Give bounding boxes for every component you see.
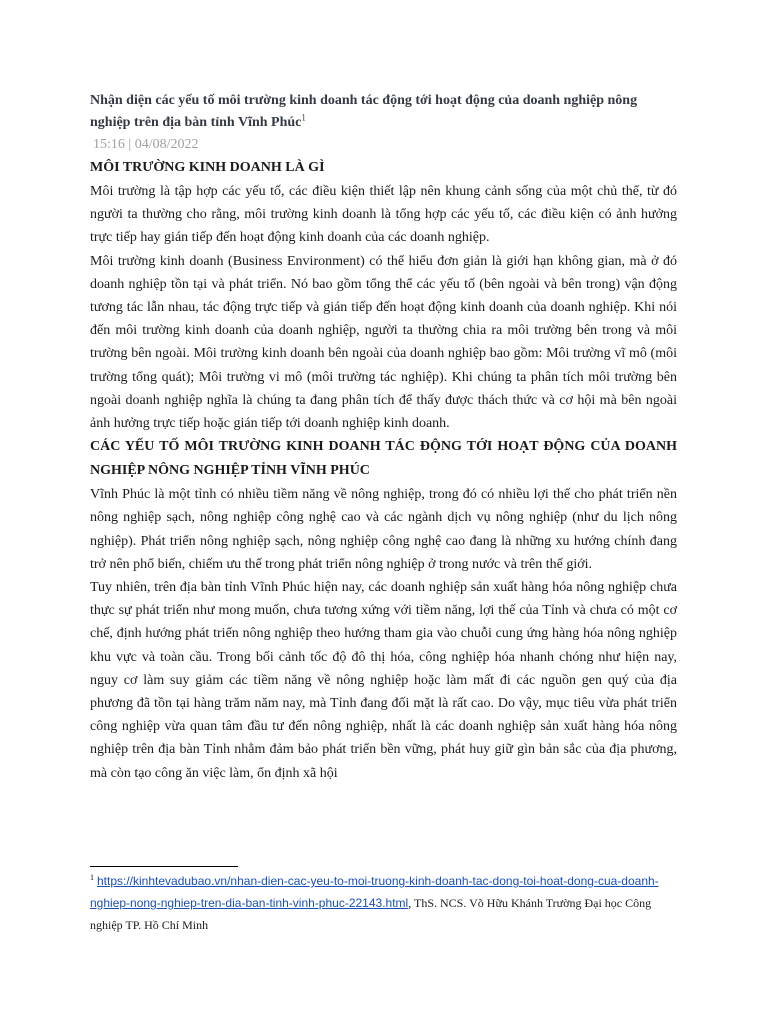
footnote <box>90 870 677 936</box>
footnote-marker: 1 <box>90 873 94 882</box>
paragraph: Tuy nhiên, trên địa bàn tỉnh Vĩnh Phúc hiện nay, các doanh nghiệp sản xuất hàng hóa nông nghiệp chưa thực sự phát triển như mong muốn, chưa tương xứng với tiềm năng, lợi thế của Tỉnh và chưa có một cơ chế, định hướng phát triển nông nghiệp theo hướng tham gia vào chuỗi cung ứng hàng hóa nông nghiệp khu vực và toàn cầu. Trong bối cảnh tốc độ đô thị hóa, công nghiệp hóa nhanh chóng như hiện nay, nguy cơ làm suy giảm các tiềm năng về nông nghiệp hoặc làm mất đi các nguồn gen quý của địa phương đã tồn tại hàng trăm năm nay, mà Tỉnh đang đối mặt là rất cao. Do vậy, mục tiêu vừa phát triển công nghiệp vừa quan tâm đầu tư đến nông nghiệp, nhất là các doanh nghiệp sản xuất hàng hóa nông nghiệp trên địa bàn Tỉnh nhằm đảm bảo phát triển bền vững, phát huy giữ gìn bản sắc của địa phương, mà còn tạo công ăn việc làm, ổn định xã hội <box>90 580 677 781</box>
paragraph: Môi trường là tập hợp các yếu tố, các điều kiện thiết lập nên khung cảnh sống của một chủ thể, từ đó người ta thường cho rằng, môi trường kinh doanh là tổng hợp các yếu tố, các điều kiện có ảnh hưởng trực tiếp hay gián tiếp đến hoạt động kinh doanh của các doanh nghiệp. <box>90 184 677 246</box>
article-title <box>90 90 677 134</box>
footnote-link[interactable]: https://kinhtevadubao.vn/nhan-dien-cac-yeu-to-moi-truong-kinh-doanh-tac-dong-toi-hoat-dong-cua-doanh-nghiep-nong-nghiep-tren-dia-ban-tinh-vinh-phuc-22143.html <box>90 874 659 910</box>
paragraph: Môi trường kinh doanh (Business Environment) có thể hiểu đơn giản là giới hạn không gian, mà ở đó doanh nghiệp tồn tại và phát triển. Nó bao gồm tổng thể các yếu tố (bên ngoài và bên trong) vận động tương tác lẫn nhau, tác động trực tiếp và gián tiếp đến hoạt động kinh doanh của doanh nghiệp. Khi nói đến môi trường kinh doanh của doanh nghiệp, người ta thường chia ra môi trường bên trong và môi trường bên ngoài. Môi trường kinh doanh bên ngoài của doanh nghiệp bao gồm: Môi trường vĩ mô (môi trường tổng quát); Môi trường vi mô (môi trường tác nghiệp). Khi chúng ta phân tích môi trường bên ngoài doanh nghiệp nghĩa là chúng ta đang phân tích để thấy được thách thức và cơ hội mà bên ngoài ảnh hưởng trực tiếp hoặc gián tiếp tới doanh nghiệp kinh doanh. <box>90 253 677 432</box>
footnote-separator <box>90 866 238 867</box>
article-timestamp: 15:16 | 04/08/2022 <box>93 137 199 152</box>
footnote-citation: , ThS. NCS. Võ Hữu Khánh Trường Đại học Công nghiệp TP. Hồ Chí Minh <box>90 896 652 932</box>
document-body <box>90 90 677 785</box>
section-heading-2: CÁC YẾU TỐ MÔI TRƯỜNG KINH DOANH TÁC ĐỘNG TỚI HOẠT ĐỘNG CỦA DOANH NGHIỆP NÔNG NGHIỆP TỈNH VĨNH PHÚC <box>90 439 677 479</box>
footnote-reference[interactable]: 1 <box>301 112 306 123</box>
section-heading-1: MÔI TRƯỜNG KINH DOANH LÀ GÌ <box>90 160 325 175</box>
article-title-text: Nhận diện các yếu tố môi trường kinh doanh tác động tới hoạt động của doanh nghiệp nông nghiệp trên địa bàn tỉnh Vĩnh Phúc <box>90 93 638 130</box>
paragraph: Vĩnh Phúc là một tỉnh có nhiều tiềm năng về nông nghiệp, trong đó có nhiều lợi thế cho phát triển nền nông nghiệp sạch, nông nghiệp công nghệ cao và các ngành dịch vụ nông nghiệp (như du lịch nông nghiệp). Phát triển nông nghiệp sạch, nông nghiệp công nghệ cao đang là những xu hướng chính đang trở nên phổ biến, chiếm ưu thế trong phát triển nông nghiệp ở trong nước và trên thế giới. <box>90 487 677 572</box>
